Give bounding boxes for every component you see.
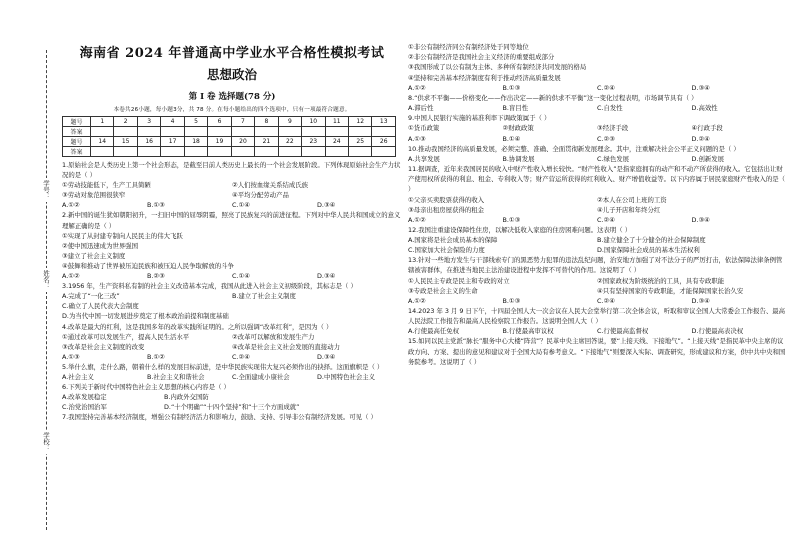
choice-d[interactable]: D.中国特色社会主义 bbox=[317, 372, 376, 381]
choices bbox=[408, 103, 786, 113]
choice-b[interactable]: B.盲目性 bbox=[502, 104, 529, 113]
question-stem: 12.我国注重建设保障性住房，以解决低收入家庭的住房困难问题。这表明（ ） bbox=[408, 225, 632, 234]
choices bbox=[408, 134, 786, 144]
answer-cell[interactable] bbox=[278, 147, 301, 157]
question-2 bbox=[62, 210, 402, 281]
choices bbox=[62, 271, 402, 281]
table-row bbox=[63, 147, 396, 157]
choice-b[interactable]: B.社会主义和谐社会 bbox=[147, 372, 205, 381]
answer-cell[interactable] bbox=[184, 147, 207, 157]
row-head: 答案 bbox=[63, 127, 91, 137]
choices bbox=[408, 326, 786, 336]
row-head: 答案 bbox=[63, 147, 91, 157]
statement: ④儿子开店和年终分红 bbox=[597, 205, 661, 214]
choice-d[interactable]: D.②④ bbox=[691, 134, 710, 143]
statement: ④改革是社会主义社会发展的直接动力 bbox=[232, 342, 340, 351]
choice-a[interactable]: A.①② bbox=[408, 296, 426, 305]
choice-a[interactable]: A.①② bbox=[62, 272, 80, 281]
choice-b[interactable]: B.①③ bbox=[147, 201, 165, 210]
question-number: 23 bbox=[302, 137, 325, 147]
student-id-label: 学号： bbox=[42, 180, 50, 200]
choice-c[interactable]: C.确立了人民代表大会制度 bbox=[62, 302, 139, 311]
question-number: 11 bbox=[325, 117, 348, 127]
statements bbox=[408, 123, 786, 133]
question-10 bbox=[408, 144, 786, 164]
answer-cell[interactable] bbox=[255, 147, 278, 157]
statement: ③经济手段 bbox=[597, 124, 629, 133]
choice-b[interactable]: B.①② bbox=[147, 352, 165, 361]
answer-cell[interactable] bbox=[231, 127, 254, 137]
statement: ④只有坚持国家的专政职能，才能保障国家长治久安 bbox=[597, 286, 744, 295]
choice-d[interactable]: D.③④ bbox=[317, 352, 336, 361]
question-stem: 1.原始社会是人类历史上第一个社会形态，是截至目前人类历史上最长的一个社会发展阶段。下列体现原始社会生产力状况的是（ ） bbox=[62, 161, 401, 180]
question-5 bbox=[62, 362, 402, 382]
school-label: 学校： bbox=[42, 432, 50, 452]
statements bbox=[408, 276, 786, 296]
choice-d[interactable]: D.行使最高表决权 bbox=[691, 327, 744, 336]
question-number: 3 bbox=[137, 117, 160, 127]
question-stem: 6.下列关于新时代中国特色社会主义思想的核心内容是（ ） bbox=[62, 383, 230, 392]
choice-b[interactable]: B.协调发展 bbox=[502, 154, 535, 163]
question-stem: 15.如同以民主党派“脉长”服务中心大楼“阵营”？民革中央主席回答说，要“上接天线、下接地气”。“上接天线”是指民革中央主席的议政方向、方案、提出的意见和建议对于全国大局有参考意义。“下接地气”则要深入实际、调查研究，形成建议和方案，供中共中央和国务院参考。这说明了（ ） bbox=[408, 337, 786, 366]
answer-cell[interactable] bbox=[231, 147, 254, 157]
answer-cell[interactable] bbox=[208, 147, 231, 157]
choices bbox=[62, 352, 402, 362]
choice-a[interactable]: A.改革发展稳定 bbox=[62, 393, 107, 402]
statement: ④平均分配劳动产品 bbox=[232, 191, 289, 200]
answer-table bbox=[62, 116, 396, 157]
statement: ①通过改革可以发展生产，提高人民生活水平 bbox=[62, 332, 190, 341]
question-number: 26 bbox=[372, 137, 396, 147]
choice-a[interactable]: A.①② bbox=[62, 201, 80, 210]
statement: ②使中国迅速成为世界强国 bbox=[62, 241, 139, 250]
question-12 bbox=[408, 225, 786, 255]
question-number: 12 bbox=[348, 117, 371, 127]
statements bbox=[62, 332, 402, 352]
choices bbox=[408, 296, 786, 306]
question-stem: 8.“供求不平衡——价格变化——作出决定——新的供求不平衡”这一变化过程表明，市场调节具有（ ） bbox=[408, 93, 698, 102]
answer-cell[interactable] bbox=[137, 147, 160, 157]
question-number: 25 bbox=[348, 137, 371, 147]
answer-cell[interactable] bbox=[114, 127, 137, 137]
left-column bbox=[62, 30, 402, 545]
question-4 bbox=[62, 322, 402, 362]
question-14 bbox=[408, 306, 786, 337]
choice-b[interactable]: B.①④ bbox=[502, 134, 521, 143]
choices bbox=[62, 392, 402, 412]
choices bbox=[408, 215, 786, 225]
choice-d[interactable]: D.为当代中国一切发展进步奠定了根本政治前提和制度基础 bbox=[62, 312, 229, 321]
statement: ③我国形成了以公有制为主体、多种所有制经济共同发展的格局 bbox=[408, 63, 587, 72]
subject-title: 思想政治 bbox=[206, 67, 257, 82]
question-6 bbox=[62, 382, 402, 412]
choice-a[interactable]: A.行使最高任免权 bbox=[408, 327, 460, 336]
choice-b[interactable]: B.①③ bbox=[502, 296, 521, 305]
choice-a[interactable]: A.完成了“一化三改” bbox=[62, 292, 120, 301]
question-stem: 7.我国坚持完善基本经济制度，增强公有制经济活力和影响力，鼓励、支持、引导非公有制经济发展。可见（ ） bbox=[62, 413, 377, 422]
statements bbox=[408, 195, 786, 215]
question-number: 2 bbox=[114, 117, 137, 127]
question-1 bbox=[62, 160, 402, 210]
choice-d[interactable]: D.③④ bbox=[317, 272, 336, 281]
answer-cell[interactable] bbox=[255, 127, 278, 137]
question-number: 8 bbox=[255, 117, 278, 127]
choice-d[interactable]: D.国家保障社会成员的基本生活权利 bbox=[597, 246, 700, 255]
question-stem: 11.据调查，近年来我国居民的收入中财产性收入增长较快。“财产性收入”是指家庭拥有的动产和不动产所获得的收入。它包括出让财产使用权所获得的利息、租金、专利收入等；财产营运所获得的红利收入、财产增值收益等。以下内容属于居民家庭财产性收入的是（ ） bbox=[408, 164, 786, 194]
question-number: 22 bbox=[278, 137, 301, 147]
question-11 bbox=[408, 164, 786, 225]
question-stem: 5.举什么旗，走什么路，朝着什么样的发展目标前进，是中华民族实现伟大复兴必须作出的抉择。这面旗帜是（ ） bbox=[62, 362, 384, 371]
choices bbox=[408, 83, 786, 93]
question-stem: 10.推动我国经济的高质量发展，必须完整、准确、全面贯彻新发展理念。其中，注重解决社会公平正义问题的是（ ） bbox=[408, 144, 740, 153]
statement: ④鼓舞和推动了世界被压迫民族和被压迫人民争取解放的斗争 bbox=[62, 261, 234, 270]
answer-cell[interactable] bbox=[208, 127, 231, 137]
statement: ③建立了社会主义制度 bbox=[62, 251, 126, 260]
question-3 bbox=[62, 281, 402, 321]
question-number: 10 bbox=[302, 117, 325, 127]
choice-d[interactable]: D.③④ bbox=[317, 201, 336, 210]
question-stem: 3.1956 年，生产资料私有制的社会主义改造基本完成，我国从此进入社会主义初级阶段，其标志是（ ） bbox=[62, 282, 357, 291]
answer-cell[interactable] bbox=[114, 147, 137, 157]
answer-cell[interactable] bbox=[325, 147, 348, 157]
statement: ②本人在公司上班的工资 bbox=[597, 195, 667, 204]
statement: ③改革是社会主义制度的改变 bbox=[62, 342, 145, 351]
answer-cell[interactable] bbox=[161, 127, 184, 137]
choice-c[interactable]: C.行使最高监督权 bbox=[597, 327, 649, 336]
answer-cell[interactable] bbox=[137, 127, 160, 137]
choice-a[interactable]: A.共享发展 bbox=[408, 154, 440, 163]
question-9 bbox=[408, 113, 786, 143]
choice-a[interactable]: A.滞后性 bbox=[408, 104, 434, 113]
choice-c[interactable]: C.绿色发展 bbox=[597, 154, 630, 163]
statement: ②国家政权为阶级统治的工具，具有专政职能 bbox=[597, 276, 725, 285]
question-13 bbox=[408, 255, 786, 306]
answer-cell[interactable] bbox=[372, 127, 396, 137]
choice-a[interactable]: A.国家将是社会成员基本的保障 bbox=[408, 235, 498, 244]
question-number: 16 bbox=[137, 137, 160, 147]
choice-b[interactable]: B.建立健全了十分健全的社会保障制度 bbox=[597, 235, 706, 244]
statement: ②改革可以解放和发展生产力 bbox=[232, 332, 315, 341]
question-number: 21 bbox=[255, 137, 278, 147]
choice-c[interactable]: C.①④ bbox=[232, 201, 250, 210]
answer-cell[interactable] bbox=[91, 127, 114, 137]
choice-b[interactable]: B.建立了社会主义制度 bbox=[232, 292, 296, 301]
answer-cell[interactable] bbox=[184, 127, 207, 137]
statement: ④行政手段 bbox=[691, 124, 723, 133]
answer-cell[interactable] bbox=[348, 127, 371, 137]
choice-c[interactable]: C.②④ bbox=[597, 215, 615, 224]
table-row bbox=[63, 137, 396, 147]
statement: ③劳动对象范围很狭窄 bbox=[62, 191, 126, 200]
statement: ③母亲出租房屋获得的租金 bbox=[408, 205, 485, 214]
choices bbox=[408, 235, 786, 255]
question-number: 24 bbox=[325, 137, 348, 147]
question-number: 19 bbox=[208, 137, 231, 147]
question-15 bbox=[408, 336, 786, 367]
question-number: 6 bbox=[208, 117, 231, 127]
question-number: 18 bbox=[184, 137, 207, 147]
question-number: 5 bbox=[184, 117, 207, 127]
answer-cell[interactable] bbox=[325, 127, 348, 137]
statement: ②财政政策 bbox=[502, 124, 534, 133]
choice-c[interactable]: C.②④ bbox=[597, 296, 615, 305]
question-8 bbox=[408, 93, 786, 113]
exam-title: 海南省 2024 年普通高中学业水平合格性模拟考试 bbox=[79, 46, 385, 61]
statement: ①实现了从封建专制向人民民主的伟大飞跃 bbox=[62, 231, 183, 240]
choice-d[interactable]: D.③④ bbox=[691, 83, 710, 92]
choice-c[interactable]: C.国家加大社会保险的力度 bbox=[408, 246, 485, 255]
statement: ④坚持和完善基本经济制度有利于推动经济高质量发展 bbox=[408, 73, 561, 82]
statement: ②非公有制经济是我国社会主义经济的重要组成部分 bbox=[408, 53, 555, 62]
choice-b[interactable]: B.内政外交国防 bbox=[164, 393, 209, 402]
choice-a[interactable]: A.①③ bbox=[62, 352, 80, 361]
question-number: 14 bbox=[91, 137, 114, 147]
right-column bbox=[408, 42, 786, 545]
answer-cell[interactable] bbox=[348, 147, 371, 157]
choice-b[interactable]: B.①③ bbox=[502, 215, 521, 224]
question-7-continued bbox=[408, 42, 786, 93]
choice-c[interactable]: C.②④ bbox=[597, 83, 615, 92]
statement: ①人民民主专政是民主和专政的对立 bbox=[408, 276, 510, 285]
section-heading: 第 I 卷 选择题(78 分) bbox=[188, 92, 276, 102]
instructions: 本卷共26小题，每小题3分，共 78 分。在每小题给出的四个选项中，只有一项最符合题意。 bbox=[113, 107, 351, 113]
choices bbox=[62, 291, 402, 301]
choice-d[interactable]: D.创新发展 bbox=[691, 154, 725, 163]
row-head: 题号 bbox=[63, 117, 91, 127]
choice-d[interactable]: D.高效性 bbox=[691, 104, 718, 113]
question-stem: 2.新中国的诞生犹如朝阳初升，一扫旧中国的屈辱阴霾，照亮了民族复兴的前进征程。下列对中华人民共和国成立的意义理解正确的是（ ） bbox=[62, 211, 401, 230]
question-number: 15 bbox=[114, 137, 137, 147]
choice-d[interactable]: D.③④ bbox=[691, 296, 710, 305]
choices bbox=[408, 154, 786, 164]
question-number: 4 bbox=[161, 117, 184, 127]
answer-cell[interactable] bbox=[161, 147, 184, 157]
statement: ①非公有制经济同公有制经济处于同等地位 bbox=[408, 43, 529, 51]
statements bbox=[62, 180, 402, 200]
choice-c[interactable]: C.自发性 bbox=[597, 104, 623, 113]
question-number: 7 bbox=[231, 117, 254, 127]
question-number: 1 bbox=[91, 117, 114, 127]
answer-cell[interactable] bbox=[302, 147, 325, 157]
answer-cell[interactable] bbox=[372, 147, 396, 157]
choice-a[interactable]: A.①② bbox=[408, 83, 426, 92]
choices bbox=[62, 372, 402, 382]
choice-d[interactable]: D.“十个明确”“十四个坚持”和“十三个方面成就” bbox=[164, 403, 300, 412]
choice-a[interactable]: A.①② bbox=[408, 215, 426, 224]
question-stem: 4.改革是最大的红利，这是我国多年的改革实践所证明的。之所以强调“改革红利”，是因为（ ） bbox=[62, 322, 333, 331]
row-head: 题号 bbox=[63, 137, 91, 147]
statement: ③专政是社会主义的生命 bbox=[408, 286, 478, 295]
binding-margin bbox=[0, 0, 58, 549]
question-number: 13 bbox=[372, 117, 396, 127]
choices bbox=[62, 200, 402, 210]
choice-c[interactable]: C.治党治国治军 bbox=[62, 403, 107, 412]
student-name-label: 姓名： bbox=[42, 270, 50, 290]
statement: ①劳动技能低下，生产工具简陋 bbox=[62, 181, 151, 190]
answer-cell[interactable] bbox=[278, 127, 301, 137]
choice-a[interactable]: A.①③ bbox=[408, 134, 426, 143]
choice-d[interactable]: D.③④ bbox=[691, 215, 710, 224]
question-stem: 9.中国人民银行实施的基准利率下调政策属于（ ） bbox=[408, 114, 551, 123]
answer-cell[interactable] bbox=[302, 127, 325, 137]
question-7 bbox=[62, 412, 402, 422]
question-stem: 14.2023 年 3 月 9 日下午，十四届全国人大一次会议在人民大会堂举行第二次全体会议，听取和审议全国人大常委会工作报告、最高人民法院工作报告和最高人民检察院工作报告。这说明全国人大（ ） bbox=[408, 306, 786, 326]
choice-c[interactable]: C.全面建成小康社会 bbox=[232, 372, 290, 381]
statement: ①货币政策 bbox=[408, 124, 440, 133]
choice-b[interactable]: B.①③ bbox=[502, 83, 521, 92]
choice-c[interactable]: C.②③ bbox=[597, 134, 615, 143]
statement: ①父亲买卖股票获得的收入 bbox=[408, 195, 485, 204]
table-row bbox=[63, 117, 396, 127]
choice-c[interactable]: C.②④ bbox=[232, 352, 250, 361]
question-number: 9 bbox=[278, 117, 301, 127]
choice-b[interactable]: B.行使最高审议权 bbox=[502, 327, 554, 336]
choice-c[interactable]: C.①④ bbox=[232, 272, 250, 281]
choice-a[interactable]: A.社会主义 bbox=[62, 372, 94, 381]
question-stem: 13.针对一些地方发生与干部线索专门的黑恶势力犯罪的违法乱纪问题，治安地方加强了对不法分子的严厉打击，依法保障法律条例管辖被害群体，在推进当地民主法治建设进程中发挥不可替代的作用。这说明了（ ） bbox=[408, 256, 783, 275]
question-number: 17 bbox=[161, 137, 184, 147]
question-number: 20 bbox=[231, 137, 254, 147]
statement: ②人们按血缘关系结成氏族 bbox=[232, 181, 309, 190]
answer-cell[interactable] bbox=[91, 147, 114, 157]
table-row bbox=[63, 127, 396, 137]
choice-b[interactable]: B.②③ bbox=[147, 272, 165, 281]
